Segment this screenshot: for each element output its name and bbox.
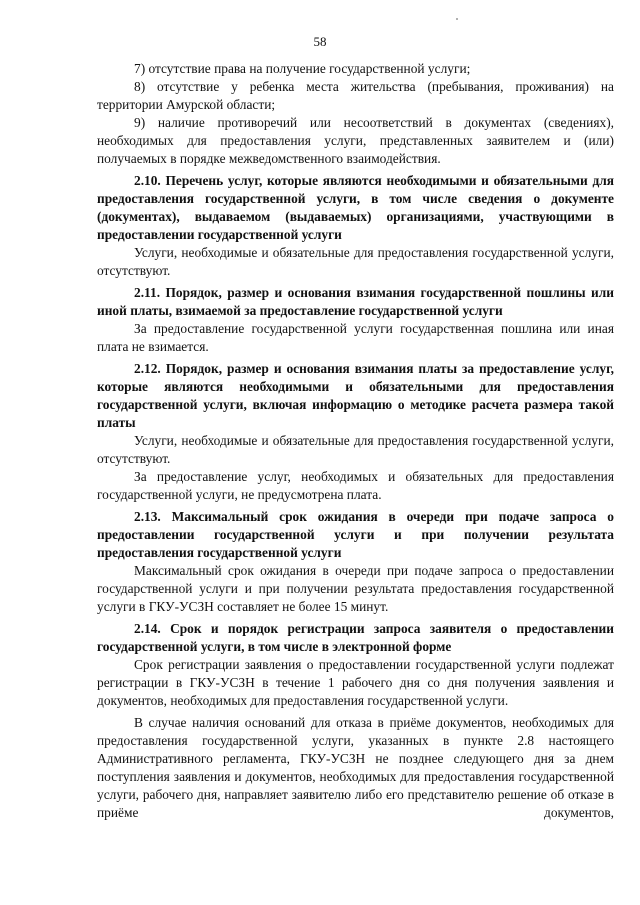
scan-speck — [456, 18, 458, 20]
body-paragraph: За предоставление услуг, необходимых и обязательных для предоставления государственной услуги, не предусмотрена плата. — [97, 469, 614, 502]
list-item-8: 8) отсутствие у ребенка места жительства (пребывания, проживания) на территории Амурской области; — [97, 79, 614, 112]
section-heading-2-12: 2.12. Порядок, размер и основания взимания платы за предоставление услуг, которые являются необходимыми и обязательными для предоставления государственной услуги, включая информацию о методике расчета размера такой платы — [97, 361, 614, 430]
section-heading-2-10: 2.10. Перечень услуг, которые являются необходимыми и обязательными для предоставления государственной услуги, в том числе сведения о документе (документах), выдаваемом (выдаваемых) организациями, участвующими в предоставлении государственной услуги — [97, 173, 614, 242]
body-paragraph: Услуги, необходимые и обязательные для предоставления государственной услуги, отсутствуют. — [97, 245, 614, 278]
page-number: 58 — [313, 34, 327, 49]
body-paragraph: Срок регистрации заявления о предоставлении государственной услуги подлежат регистрации в ГКУ-УСЗН в течение 1 рабочего дня со дня получения заявления и документов, необходимых для предоставления государственной услуги. — [97, 657, 614, 708]
list-item-9: 9) наличие противоречий или несоответствий в документах (сведениях), необходимых для предоставления услуги, представленных заявителем и (или) получаемых в порядке межведомственного взаимодействия. — [97, 115, 614, 166]
section-heading-2-13: 2.13. Максимальный срок ожидания в очереди при подаче запроса о предоставлении государственной услуги и при получении результата предоставления государственной услуги — [97, 509, 614, 560]
list-item-7: 7) отсутствие права на получение государственной услуги; — [134, 61, 471, 76]
body-paragraph: Максимальный срок ожидания в очереди при подаче запроса о предоставлении государственной услуги и при получении результата предоставления государственной услуги в ГКУ-УСЗН составляет не более 15 минут. — [97, 563, 614, 614]
body-paragraph: Услуги, необходимые и обязательные для предоставления государственной услуги, отсутствуют. — [97, 433, 614, 466]
section-heading-2-14: 2.14. Срок и порядок регистрации запроса заявителя о предоставлении государственной услуги, в том числе в электронной форме — [97, 621, 614, 654]
body-paragraph: В случае наличия оснований для отказа в приёме документов, необходимых для предоставления государственной услуги, указанных в пункте 2.8 настоящего Административного регламента, ГКУ-УСЗН не позднее следующего дня за днем поступления заявления и документов, необходимых для предоставления государственной услуги, рабочего дня, направляет заявителю либо его представителю решение об отказе в приёме документов, — [97, 715, 614, 820]
body-paragraph: За предоставление государственной услуги государственная пошлина или иная плата не взимается. — [97, 321, 614, 354]
section-heading-2-11: 2.11. Порядок, размер и основания взимания государственной пошлины или иной платы, взимаемой за предоставление государственной услуги — [97, 285, 614, 318]
page-body — [97, 60, 614, 822]
